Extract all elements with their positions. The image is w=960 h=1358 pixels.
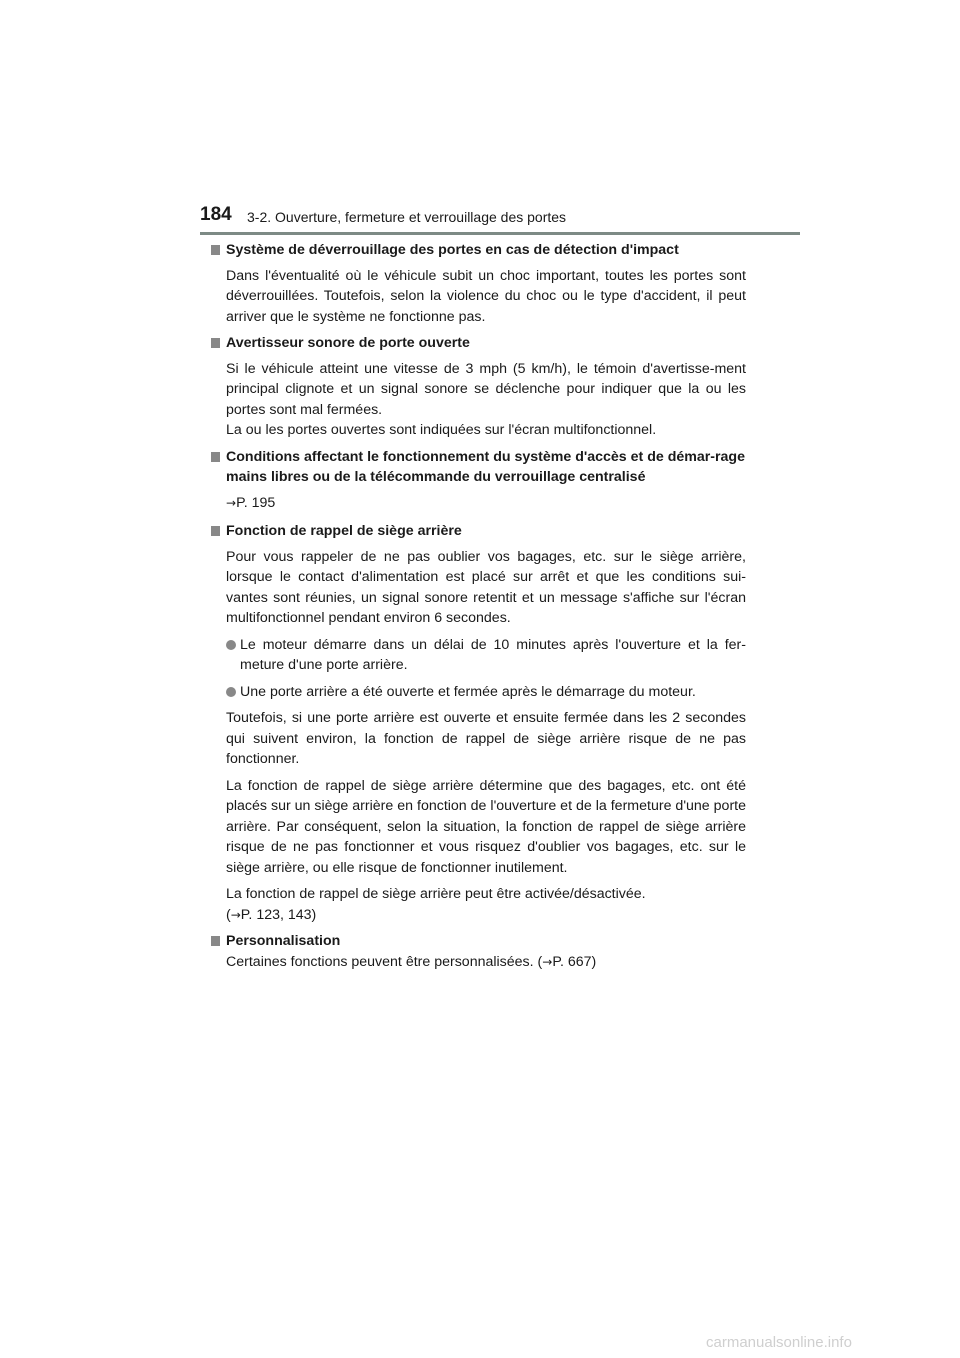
watermark: carmanualsonline.info	[706, 1334, 852, 1351]
reference-text: P. 195	[236, 494, 276, 511]
page-reference[interactable]: (→P. 123, 143)	[226, 906, 317, 923]
section-title: Avertisseur sonore de porte ouverte	[210, 333, 746, 354]
paragraph: Certaines fonctions peuvent être personnalisées. (→P. 667)	[226, 953, 597, 970]
section-title: Conditions affectant le fonctionnement du système d'accès et de démar-rage mains libres ou de la télécommande du verrouillage centralisé	[210, 447, 746, 488]
header-rule	[200, 232, 800, 235]
page-reference[interactable]	[226, 493, 746, 514]
page-reference[interactable]: →P. 667)	[542, 953, 597, 970]
section-open-door-alarm	[210, 333, 746, 441]
section-conditions	[210, 447, 746, 514]
section-impact-unlock	[210, 240, 746, 327]
chapter-title: 3-2. Ouverture, fermeture et verrouillage des portes	[247, 209, 567, 225]
paragraph: Si le véhicule atteint une vitesse de 3 mph (5 km/h), le témoin d'avertisse-ment principal clignote et un signal sonore se déclenche pour indiquer que la ou les portes sont mal fermées.	[226, 360, 746, 418]
section-title: Système de déverrouillage des portes en cas de détection d'impact	[210, 240, 746, 261]
section-title: Personnalisation	[210, 931, 746, 952]
paragraph: La ou les portes ouvertes sont indiquées sur l'écran multifonctionnel.	[226, 422, 657, 438]
arrow-right-icon: →	[542, 954, 553, 969]
arrow-right-icon: →	[230, 907, 241, 922]
page-number: 184	[200, 204, 232, 225]
section-personalization	[210, 931, 746, 972]
paragraph: Toutefois, si une porte arrière est ouverte et ensuite fermée dans les 2 secondes qui suivent environ, la fonction de rappel de siège arrière risque de ne pas fonctionner.	[226, 710, 746, 767]
paragraph: La fonction de rappel de siège arrière détermine que des bagages, etc. ont été placés sur un siège arrière en fonction de l'ouverture et de la fermeture d'une porte arrière. Par conséquent, selon la situation, la fonction de rappel de siège arrière risque de ne pas fonctionner et vous risquez d'oublier vos bagages, etc. sur le siège arrière, ou elle risque de fonctionner inutilement.	[226, 777, 746, 876]
square-bullet-icon	[211, 338, 220, 348]
section-title: Fonction de rappel de siège arrière	[210, 521, 746, 542]
square-bullet-icon	[211, 936, 220, 946]
paragraph: La fonction de rappel de siège arrière peut être activée/désactivée. (→P. 123, 143)	[226, 886, 646, 923]
list-item: Une porte arrière a été ouverte et fermée après le démarrage du moteur.	[226, 682, 746, 703]
square-bullet-icon	[211, 245, 220, 255]
section-rear-seat-reminder	[210, 521, 746, 925]
arrow-right-icon: →	[226, 495, 237, 510]
round-bullet-icon	[226, 687, 236, 697]
square-bullet-icon	[211, 452, 220, 462]
paragraph: Pour vous rappeler de ne pas oublier vos bagages, etc. sur le siège arrière, lorsque le contact d'alimentation est placé sur arrêt et que les conditions sui-vantes sont réunies, un signal sonore retentit et un message s'affiche sur l'écran multifonctionnel pendant environ 6 secondes.	[226, 548, 746, 626]
list-item: Le moteur démarre dans un délai de 10 minutes après l'ouverture et la fer-meture d'une porte arrière.	[226, 635, 746, 676]
round-bullet-icon	[226, 640, 236, 650]
page-header	[200, 204, 800, 234]
paragraph: Dans l'éventualité où le véhicule subit un choc important, toutes les portes sont déverrouillées. Toutefois, selon la violence du choc ou le type d'accident, il peut arriver que le système ne fonctionne pas.	[226, 267, 746, 325]
page-content	[210, 240, 746, 978]
square-bullet-icon	[211, 526, 220, 536]
